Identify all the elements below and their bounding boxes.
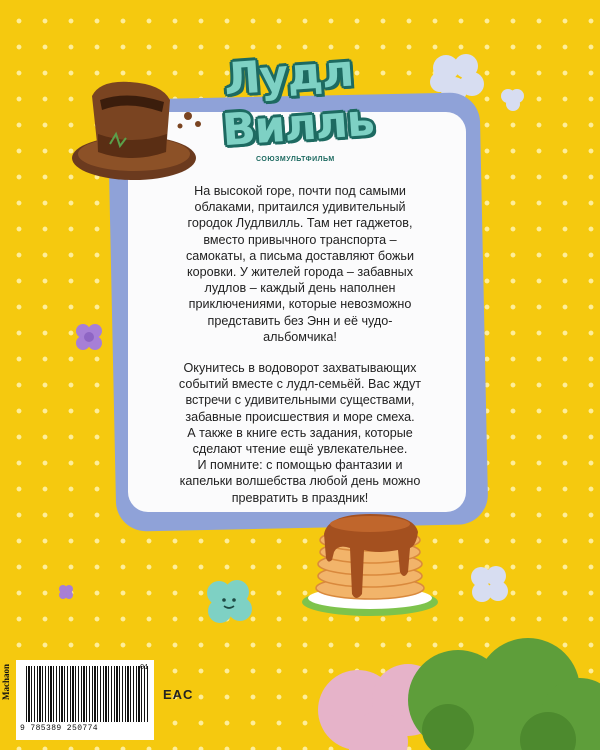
flower-icon <box>74 322 104 352</box>
smiling-flower-icon <box>204 578 254 626</box>
publisher-name: Machaon <box>1 664 11 700</box>
description-paragraph: На высокой горе, почти под самыми облаками, притаился удивительный городок Лудлвилль. Там нет гаджетов, вместо привычного транспорта – самокаты, а письма доставляют божьи коровки. У жителей города – забавных лудлов – каждый день наполнен приключениями, которые невозможно представить без Энн и её чудо- альбомчика! <box>185 184 415 344</box>
hat-icon <box>70 72 210 190</box>
logo-subtitle: СОЮЗМУЛЬТФИЛЬМ <box>256 156 335 163</box>
flower-icon <box>500 88 526 112</box>
bush-icon <box>318 630 600 750</box>
flower-icon <box>468 564 510 604</box>
logo-title-line2: Вилль <box>220 94 376 157</box>
flower-icon <box>58 584 74 600</box>
eac-mark: EAC <box>163 687 194 702</box>
description-paragraph: Окунитесь в водоворот захватывающих событий вместе с лудл-семьёй. Вас ждут встречи с удивительными существами, забавные происшествия и море смеха. А также в книге есть задания, которые сделают чтение ещё увлекательнее. И помните: с помощью фантазии и капельки волшебства любой день можно превратить в праздник! <box>178 361 422 505</box>
barcode-addon: 01 <box>140 664 149 672</box>
barcode-number: 9 785389 250774 <box>20 724 99 733</box>
description-text <box>150 183 450 521</box>
logo-title-line1: Лудл <box>222 45 355 106</box>
pancakes-icon <box>298 498 448 620</box>
barcode-icon <box>26 666 148 722</box>
